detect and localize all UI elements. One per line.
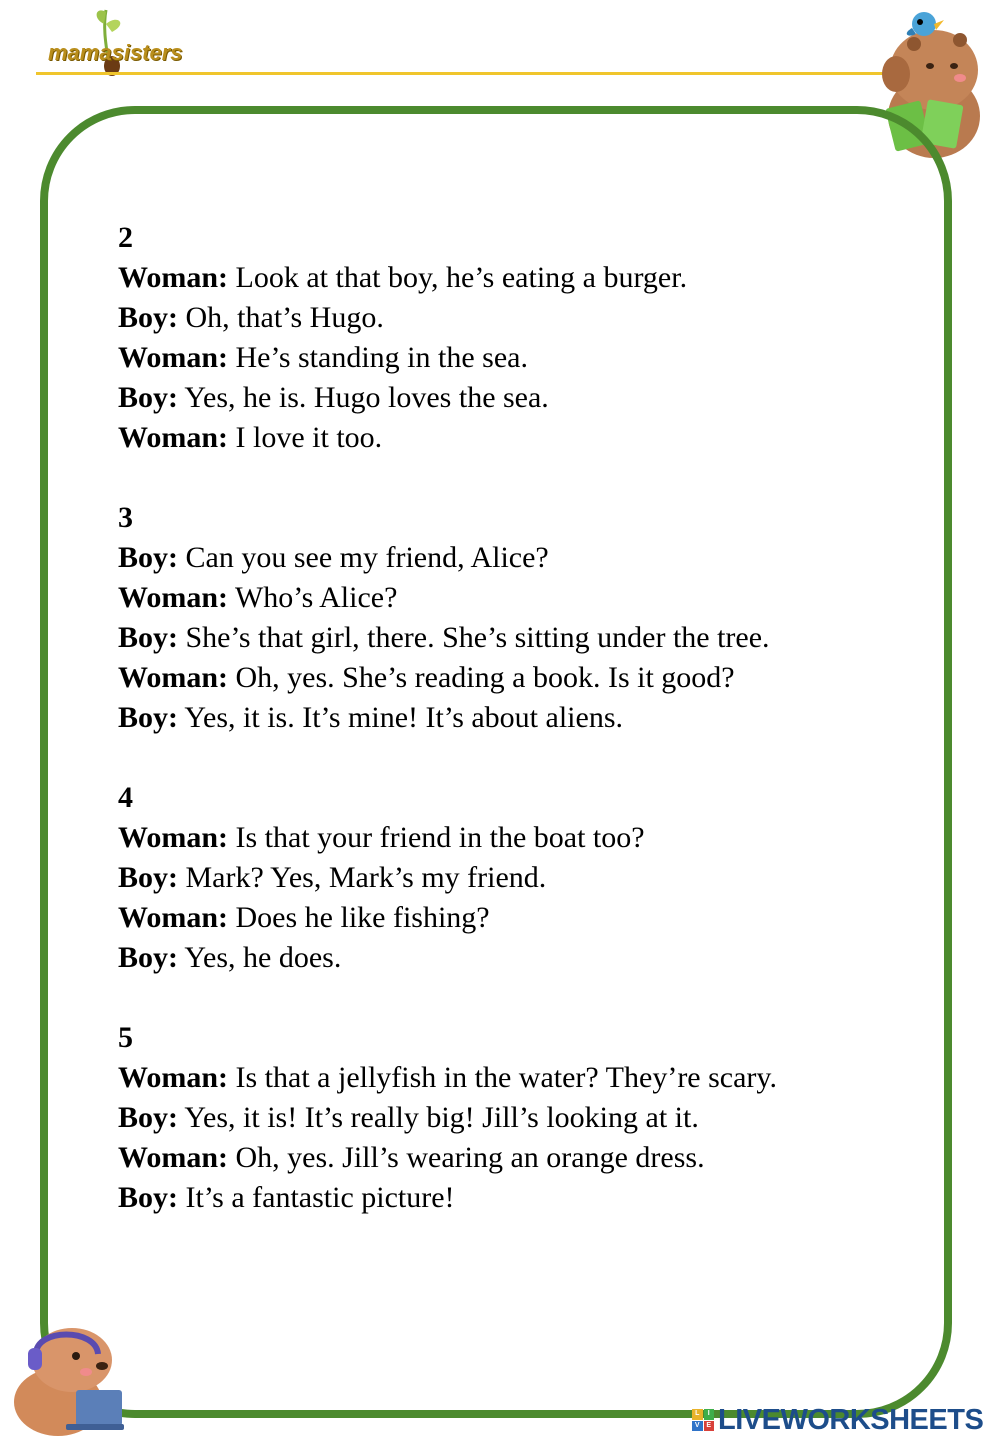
line-text: Yes, he is. Hugo loves the sea. bbox=[178, 381, 549, 414]
line-text: Oh, yes. Jill’s wearing an orange dress. bbox=[228, 1141, 705, 1174]
speaker-label: Boy: bbox=[118, 1101, 178, 1134]
line-text: Does he like fishing? bbox=[228, 901, 490, 934]
line-text: She’s that girl, there. She’s sitting under the tree. bbox=[178, 621, 770, 654]
speaker-label: Woman: bbox=[118, 661, 229, 694]
speaker-label: Boy: bbox=[118, 541, 178, 574]
line-text: Is that your friend in the boat too? bbox=[228, 821, 645, 854]
line-text: Oh, yes. She’s reading a book. Is it good? bbox=[228, 661, 735, 694]
dialogue-line bbox=[118, 418, 898, 458]
line-text: Mark? Yes, Mark’s my friend. bbox=[178, 861, 547, 894]
dialogue-line bbox=[118, 338, 898, 378]
speaker-label: Boy: bbox=[118, 301, 178, 334]
dialogue-line bbox=[118, 938, 898, 978]
dialogue-line bbox=[118, 1178, 898, 1218]
header-divider bbox=[36, 72, 888, 75]
dialogue-section bbox=[118, 778, 898, 978]
speaker-label: Woman: bbox=[118, 581, 229, 614]
line-text: It’s a fantastic picture! bbox=[178, 1181, 455, 1214]
dialogue-line bbox=[118, 258, 898, 298]
dialogue-line bbox=[118, 378, 898, 418]
dialogue-line bbox=[118, 538, 898, 578]
dialogue-line bbox=[118, 1058, 898, 1098]
line-text: Look at that boy, he’s eating a burger. bbox=[228, 261, 688, 294]
brand-name: LIVEWORKSHEETS bbox=[718, 1403, 984, 1436]
section-number: 4 bbox=[118, 781, 133, 814]
section-number: 2 bbox=[118, 221, 133, 254]
logo-letter: I bbox=[704, 1409, 715, 1420]
dialogue-line bbox=[118, 898, 898, 938]
dialogue-line bbox=[118, 818, 898, 858]
speaker-label: Boy: bbox=[118, 381, 178, 414]
dialogue-line bbox=[118, 1138, 898, 1178]
dialogue-content bbox=[118, 218, 898, 1258]
dialogue-line bbox=[118, 1098, 898, 1138]
speaker-label: Boy: bbox=[118, 701, 178, 734]
capybara-laptop-icon bbox=[6, 1320, 126, 1440]
logo-letter: V bbox=[692, 1421, 703, 1432]
line-text: Can you see my friend, Alice? bbox=[178, 541, 549, 574]
section-number: 3 bbox=[118, 501, 133, 534]
line-text: Yes, it is. It’s mine! It’s about aliens. bbox=[178, 701, 623, 734]
line-text: Who’s Alice? bbox=[228, 581, 398, 614]
line-text: I love it too. bbox=[228, 421, 383, 454]
logo-letter: L bbox=[692, 1409, 703, 1420]
liveworksheets-logo-icon bbox=[692, 1409, 714, 1431]
speaker-label: Woman: bbox=[118, 341, 229, 374]
speaker-label: Woman: bbox=[118, 901, 229, 934]
line-text: He’s standing in the sea. bbox=[228, 341, 528, 374]
speaker-label: Boy: bbox=[118, 1181, 178, 1214]
dialogue-line bbox=[118, 858, 898, 898]
speaker-label: Woman: bbox=[118, 421, 229, 454]
dialogue-section bbox=[118, 498, 898, 738]
line-text: Yes, he does. bbox=[178, 941, 342, 974]
dialogue-line bbox=[118, 658, 898, 698]
speaker-label: Boy: bbox=[118, 861, 178, 894]
line-text: Oh, that’s Hugo. bbox=[178, 301, 384, 334]
speaker-label: Woman: bbox=[118, 1141, 229, 1174]
speaker-label: Woman: bbox=[118, 821, 229, 854]
dialogue-line bbox=[118, 698, 898, 738]
logo-text: mamasisters bbox=[48, 40, 183, 65]
dialogue-line bbox=[118, 618, 898, 658]
speaker-label: Boy: bbox=[118, 941, 178, 974]
speaker-label: Woman: bbox=[118, 261, 229, 294]
logo-letter: E bbox=[704, 1421, 715, 1432]
liveworksheets-brand[interactable] bbox=[692, 1402, 983, 1438]
section-number: 5 bbox=[118, 1021, 133, 1054]
dialogue-line bbox=[118, 298, 898, 338]
brand-logo bbox=[44, 2, 183, 80]
speaker-label: Woman: bbox=[118, 1061, 229, 1094]
line-text: Is that a jellyfish in the water? They’re scary. bbox=[228, 1061, 777, 1094]
dialogue-section bbox=[118, 218, 898, 458]
dialogue-section bbox=[118, 1018, 898, 1218]
speaker-label: Boy: bbox=[118, 621, 178, 654]
dialogue-line bbox=[118, 578, 898, 618]
line-text: Yes, it is! It’s really big! Jill’s looking at it. bbox=[178, 1101, 699, 1134]
